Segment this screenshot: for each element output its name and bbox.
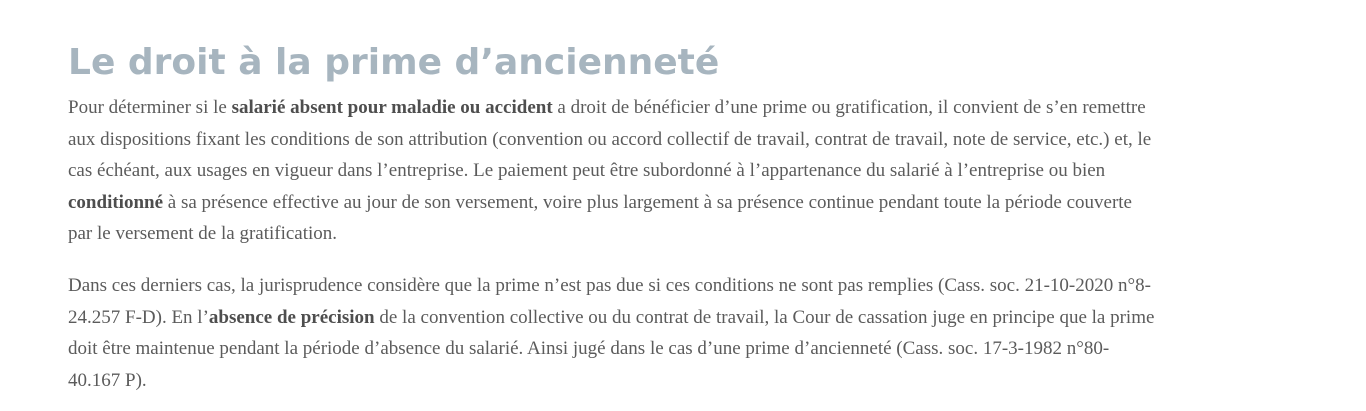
article-heading: Le droit à la prime d’ancienneté [68, 42, 720, 83]
article-paragraph [68, 270, 1158, 396]
paragraph-text: a droit de bénéficier d’une prime ou gratification, il convient de s’en remettre aux dispositions fixant les conditions de son attribution (convention ou accord collectif de travail, contrat de travail, note de service, etc.) et, le cas échéant, aux usages en vigueur dans l’entreprise. Le paiement peut être subordonné à l’appartenance du salarié à l’entreprise ou bien [68, 97, 1152, 182]
bold-phrase: salarié absent pour maladie ou accident [231, 97, 553, 118]
article [68, 38, 1158, 396]
paragraph-text: Dans ces derniers cas, la jurisprudence considère que la prime n’est pas due si ces conditions ne sont pas remplies (Cass. soc. 21-10-2020 n°8-24.257 F-D). En l’ [68, 274, 1151, 328]
paragraph-text: Pour déterminer si le [68, 97, 232, 118]
bold-phrase: conditionné [68, 191, 164, 213]
bold-phrase: absence de précision [208, 306, 375, 328]
paragraph-text: de la convention collective ou du contrat de travail, la Cour de cassation juge en principe que la prime doit être maintenue pendant la période d’absence du salarié. Ainsi jugé dans le cas d’une prime d’ancienneté (Cass. soc. 17-3-1982 n°80-40.167 P). [68, 306, 1155, 391]
article-paragraph [68, 92, 1158, 250]
paragraph-text: à sa présence effective au jour de son versement, voire plus largement à sa présence continue pendant toute la période couverte par le versement de la gratification. [68, 191, 1132, 245]
